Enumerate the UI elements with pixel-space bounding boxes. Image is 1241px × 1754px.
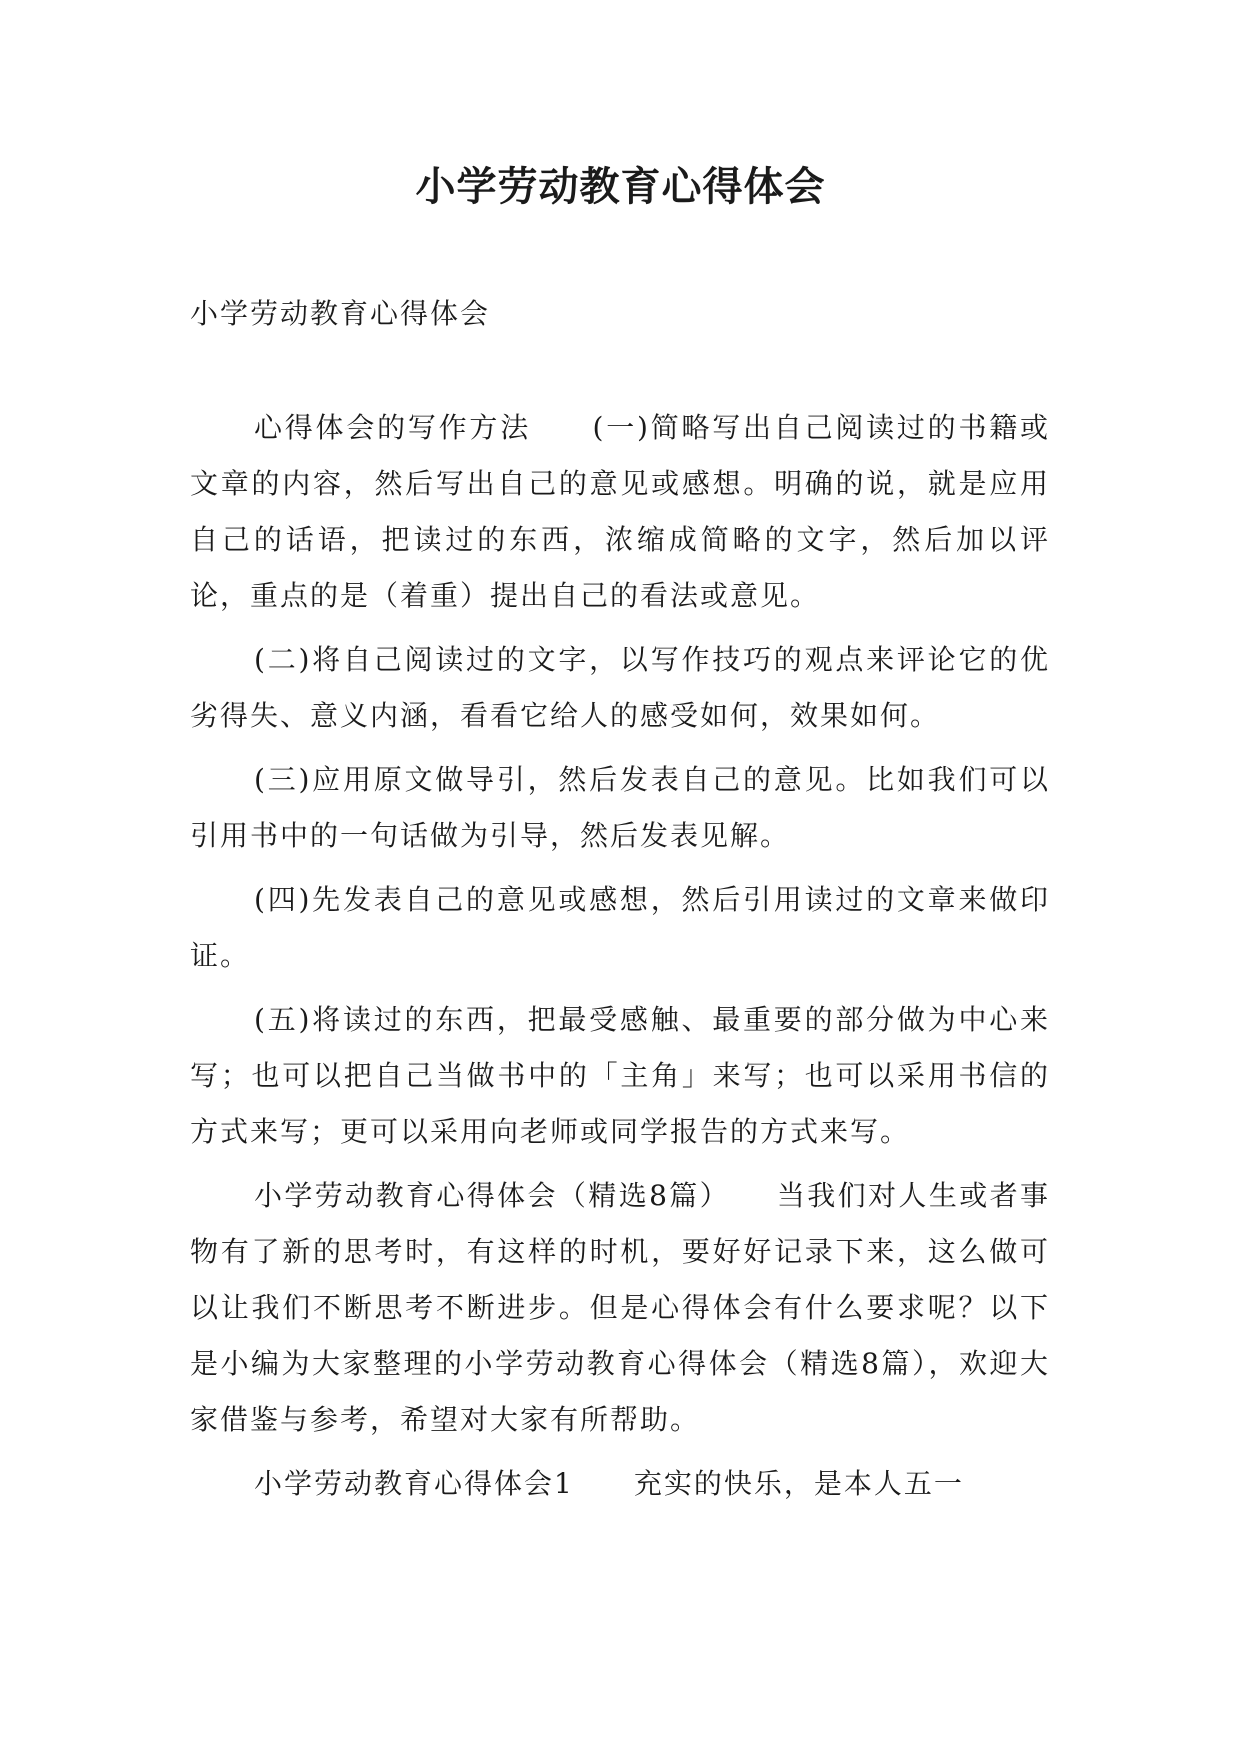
- document-subtitle: 小学劳动教育心得体会: [190, 297, 491, 330]
- document-body: [190, 400, 1050, 1512]
- paragraph-writing-method-3: (三)应用原文做导引，然后发表自己的意见。比如我们可以引用书中的一句话做为引导，然后发表见解。: [190, 763, 1050, 852]
- paragraph-essay-1-start: 小学劳动教育心得体会1 充实的快乐，是本人五一: [254, 1467, 964, 1500]
- paragraph-writing-method-5: (五)将读过的东西，把最受感触、最重要的部分做为中心来写；也可以把自己当做书中的「主角」来写；也可以采用书信的方式来写；更可以采用向老师或同学报告的方式来写。: [190, 1003, 1050, 1148]
- document-title: 小学劳动教育心得体会: [415, 164, 826, 210]
- paragraph-intro: 小学劳动教育心得体会（精选8篇） 当我们对人生或者事物有了新的思考时，有这样的时机，要好好记录下来，这么做可以让我们不断思考不断进步。但是心得体会有什么要求呢？以下是小编为大家整理的小学劳动教育心得体会（精选8篇），欢迎大家借鉴与参考，希望对大家有所帮助。: [190, 1179, 1050, 1436]
- paragraph-writing-method-1: 心得体会的写作方法 (一)简略写出自己阅读过的书籍或文章的内容，然后写出自己的意见或感想。明确的说，就是应用自己的话语，把读过的东西，浓缩成简略的文字，然后加以评论，重点的是（着重）提出自己的看法或意见。: [190, 411, 1050, 612]
- paragraph-writing-method-2: (二)将自己阅读过的文字，以写作技巧的观点来评论它的优劣得失、意义内涵，看看它给人的感受如何，效果如何。: [190, 643, 1050, 732]
- paragraph-writing-method-4: (四)先发表自己的意见或感想，然后引用读过的文章来做印证。: [190, 883, 1050, 972]
